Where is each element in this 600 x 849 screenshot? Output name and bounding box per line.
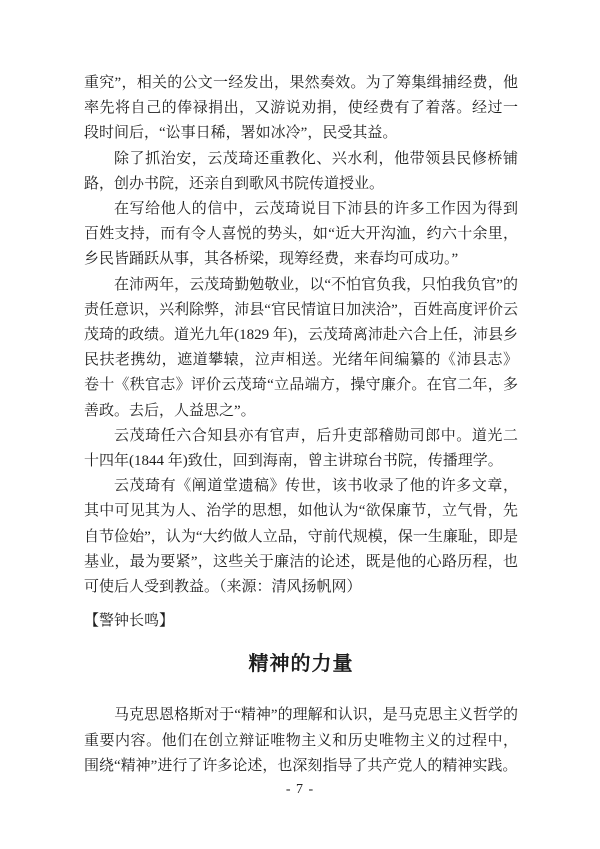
body-paragraph: 重究”，相关的公文一经发出，果然奏效。为了筹集缉捕经费，他率先将自己的俸禄捐出，又游说劝捐，使经费有了着落。经过一段时间后，“讼事日稀，署如冰冷”，民受其益。 [84, 75, 518, 142]
body-paragraph: 云茂琦任六合知县亦有官声，后升吏部稽勋司郎中。道光二十四年(1844 年)致仕，回到海南，曾主讲琼台书院，传播理学。 [84, 427, 518, 470]
body-paragraph: 除了抓治安，云茂琦还重教化、兴水利，他带领县民修桥铺路，创办书院，还亲自到歌风书院传道授业。 [84, 150, 518, 192]
section-header: 【警钟长鸣】 [84, 613, 175, 630]
article-body [84, 71, 518, 600]
body-paragraph: 在写给他人的信中，云茂琦说目下沛县的许多工作因为得到百姓支持，而有令人喜悦的势头，如“近大开沟洫，约六十余里，乡民皆踊跃从事，其各桥梁，现筹经费，来春均可成功。” [84, 201, 518, 268]
article-title: 精神的力量 [248, 653, 354, 676]
body-paragraph: 云茂琦有《阐道堂遗稿》传世，该书收录了他的许多文章，其中可见其为人、治学的思想，如他认为“欲保廉节，立气骨，先自节俭始”，认为“大约做人立品，守前代规模，保一生廉耻，即是基业，最为要紧”，这些关于廉洁的论述，既是他的心路历程，也可使后人受到教益。（来源：清风扬帆网） [84, 478, 518, 596]
body-paragraph: 在沛两年，云茂琦勤勉敬业，以“不怕官负我，只怕我负官”的责任意识，兴利除弊，沛县“官民情谊日加浃洽”，百姓高度评价云茂琦的政绩。道光九年(1829 年)，云茂琦离沛赴六合上任，沛县乡民扶老携幼，遮道攀辕，泣声相送。光绪年间编纂的《沛县志》卷十《秩官志》评价云茂琦“立品端方，操守廉介。在官二年，多善政。去后，人益思之”。 [84, 276, 518, 419]
section-body [84, 703, 518, 779]
body-paragraph: 马克思恩格斯对于“精神”的理解和认识，是马克思主义哲学的重要内容。他们在创立辩证唯物主义和历史唯物主义的过程中，围绕“精神”进行了许多论述，也深刻指导了共产党人的精神实践。 [84, 707, 518, 774]
page-number: - 7 - [285, 782, 315, 797]
page-content [84, 71, 518, 779]
